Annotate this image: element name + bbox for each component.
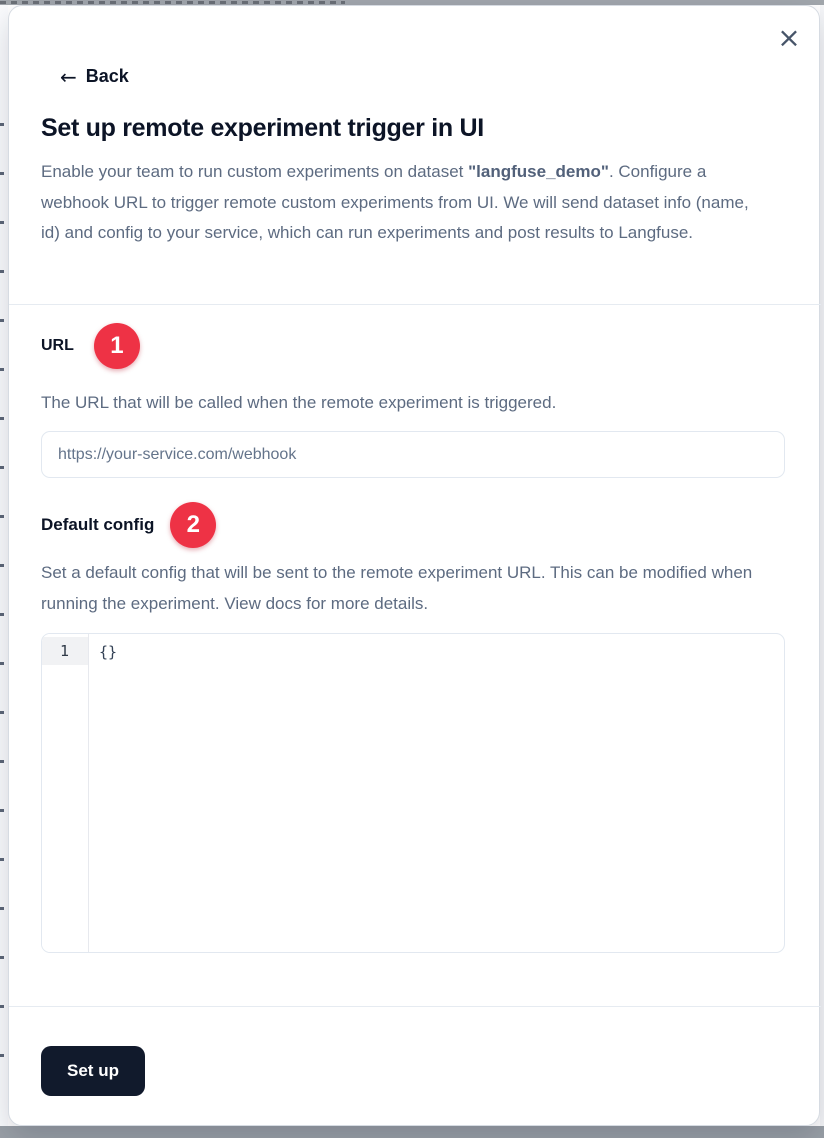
url-field-label: URL xyxy=(41,337,74,354)
description-part1: Enable your team to run custom experiments on dataset xyxy=(41,162,469,181)
background-app-bottom-edge xyxy=(0,1126,824,1138)
set-up-button[interactable]: Set up xyxy=(41,1046,145,1096)
url-field-helper: The URL that will be called when the remote experiment is triggered. xyxy=(41,393,557,412)
webhook-url-input[interactable] xyxy=(41,431,785,478)
step-2-badge: 2 xyxy=(170,502,216,548)
config-field-header xyxy=(41,501,216,549)
dataset-name: "langfuse_demo" xyxy=(468,162,609,181)
editor-code-content[interactable]: {} xyxy=(99,643,118,661)
back-link-label: Back xyxy=(85,66,129,86)
background-page-right-edge xyxy=(820,5,824,1126)
section-divider-top xyxy=(9,304,821,305)
section-divider-bottom xyxy=(9,1006,821,1007)
url-field-header xyxy=(41,322,140,370)
config-field-label: Default config xyxy=(41,515,155,534)
back-link[interactable] xyxy=(60,66,129,87)
editor-line-number-gutter xyxy=(42,634,89,952)
dialog-description xyxy=(41,157,765,249)
close-icon[interactable]: × xyxy=(771,20,807,56)
editor-line-number: 1 xyxy=(42,637,88,665)
remote-experiment-dialog xyxy=(8,5,820,1126)
arrow-left-icon: ← xyxy=(60,64,77,89)
description-part2: . Configure a webhook URL to trigger remote custom experiments from UI. We will send dataset info (name, id) and config to your service, which can run experiments and post results to Langfuse. xyxy=(41,162,749,242)
default-config-editor[interactable] xyxy=(41,633,785,953)
step-1-badge: 1 xyxy=(94,323,140,369)
background-page-edge xyxy=(0,5,8,1126)
config-field-helper: Set a default config that will be sent to the remote experiment URL. This can be modified when running the experiment. View docs for more details. xyxy=(41,563,753,613)
dialog-title: Set up remote experiment trigger in UI xyxy=(41,114,484,142)
